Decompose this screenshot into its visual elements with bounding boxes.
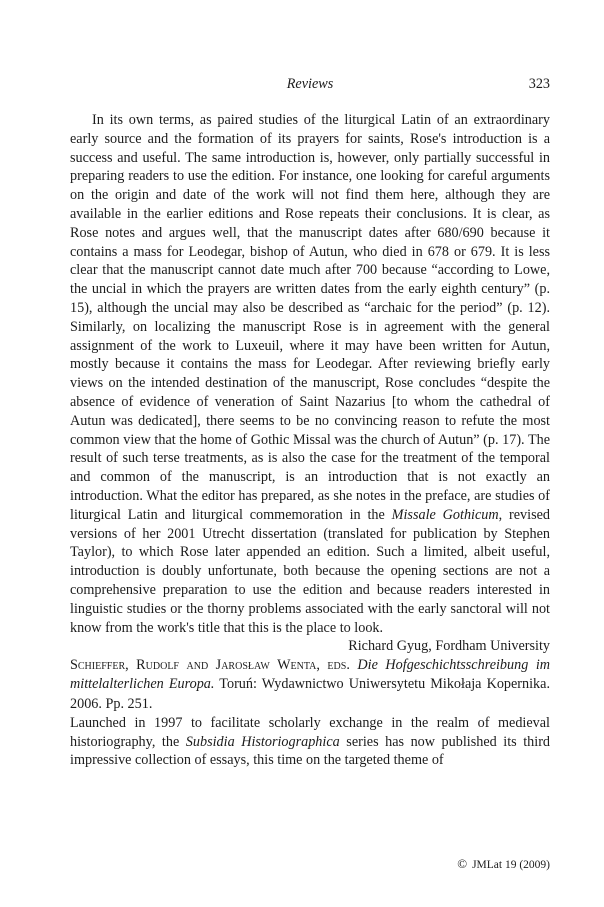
reviewer-signature: Richard Gyug, Fordham University	[348, 638, 550, 655]
page-footer	[457, 856, 550, 872]
review-citation	[70, 656, 550, 714]
copyright-icon: ©	[457, 856, 468, 871]
review2-text-start: Launched in 1997 to facilitate scholarly exchange in the realm of medieval historiography, the	[70, 714, 550, 750]
citation-authors: Schieffer, Rudolf and Jarosław Wenta, eds.	[70, 657, 350, 674]
citation-publication: Toruń: Wydawnictwo Uniwersytetu Mikołaja Kopernika. 2006. Pp. 251.	[70, 676, 550, 712]
review-paragraph-2	[70, 714, 550, 770]
series-title: Subsidia Historiographica	[185, 733, 340, 750]
page-header	[70, 76, 550, 98]
work-title: Missale Gothicum	[391, 506, 499, 523]
review-text: In its own terms, as paired studies of the liturgical Latin of an extraordinary early source and the formation of its prayers for saints, Rose's introduction is a success and useful. The same introduction is, however, only partially successful in preparing readers to use the edition. For instance, one looking for careful arguments on the origin and date of the work will not find them here, although they are available in the earlier editions and Rose repeats their conclusions. It is clear, as Rose notes and argues well, that the manuscript dates after 680/690 because it contains a mass for Leodegar, bishop of Autun, who died in 678 or 679. It is less clear that the manuscript cannot date much after 700 because “according to Lowe, the uncial in which the prayers are written dates from the early eighth century” (p. 15), although the uncial may also be described as “archaic for the period” (p. 12). Similarly, on localizing the manuscript Rose is in agreement with the general assignment of the work to Luxeuil, where it may have been written for Autun, mostly because it contains the mass for Leodegar. After reviewing briefly early views on the intended destination of the manuscript, Rose concludes “despite the absence of evidence of veneration of Saint Nazarius [to whom the cathedral of Autun was dedicated], there seems to be no convincing reason to refute the most common view that the home of Gothic Missal was the church of Autun” (p. 17). The result of such terse treatments, as is also the case for the treatment of the temporal and common of the manuscript, is an introduction that is not exactly an introduction. What the editor has prepared, as she notes in the preface, are studies of liturgical Latin and liturgical commemoration in the	[70, 112, 550, 523]
page-body	[70, 111, 550, 770]
running-title: Reviews	[286, 76, 334, 92]
review-text-continued: , revised versions of her 2001 Utrecht dissertation (translated for publication by Stephen Taylor), to which Rose later appended an edition. Such a limited, albeit useful, introduction is doubly unfortunate, both because the opening sections are not a comprehensive preparation to use the edition and because readers interested in linguistic studies or the thorny problems associated with the early sanctoral will not know from the work's title that this is the place to look.	[70, 506, 550, 636]
page-number: 323	[528, 76, 550, 92]
journal-info: JMLat 19 (2009)	[472, 859, 550, 871]
citation-title: Die Hofgeschichtsschreibung im mittelalterlichen Europa.	[70, 657, 551, 693]
review-paragraph	[70, 111, 550, 637]
review2-text-end: series has now published its third impressive collection of essays, this time on the targeted theme of	[70, 733, 551, 769]
